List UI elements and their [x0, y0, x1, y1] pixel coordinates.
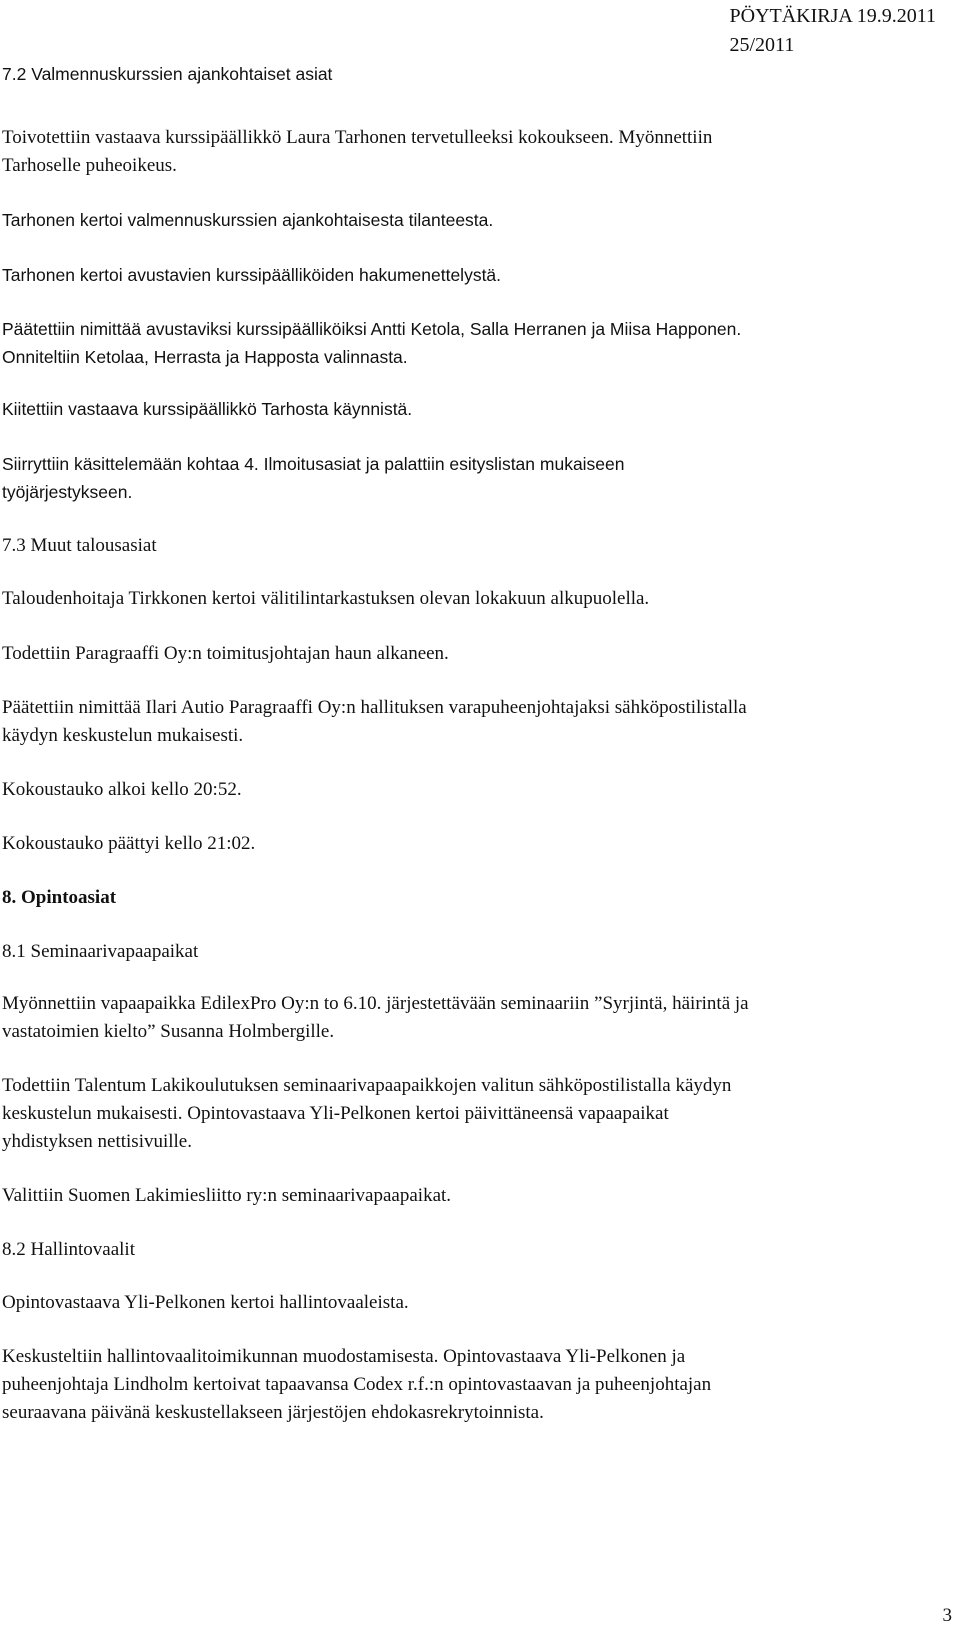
header-title: PÖYTÄKIRJA 19.9.2011 — [729, 5, 936, 27]
page-number: 3 — [942, 1605, 952, 1626]
paragraph: Taloudenhoitaja Tirkkonen kertoi välitilintarkastuksen olevan lokakuun alkupuolella. — [2, 588, 650, 609]
paragraph: Kokoustauko päättyi kello 21:02. — [2, 833, 256, 854]
paragraph: Todettiin Paragraaffi Oy:n toimitusjohtajan haun alkaneen. — [2, 643, 449, 664]
paragraph: Kokoustauko alkoi kello 20:52. — [2, 779, 242, 800]
paragraph: Tarhonen kertoi avustavien kurssipäälliköiden hakumenettelystä. — [2, 265, 502, 285]
paragraph: Opintovastaava Yli-Pelkonen kertoi hallintovaaleista. — [2, 1292, 409, 1313]
paragraph: Tarhonen kertoi valmennuskurssien ajankohtaisesta tilanteesta. — [2, 210, 494, 230]
paragraph: Myönnettiin vapaapaikka EdilexPro Oy:n to 6.10. järjestettävään seminaariin ”Syrjintä, häirintä ja vastatoimien kielto” Susanna Holmbergille. — [2, 993, 749, 1042]
paragraph: Päätettiin nimittää Ilari Autio Paragraaffi Oy:n hallituksen varapuheenjohtajaksi sähköpostilistalla käydyn keskustelun mukaisesti. — [2, 697, 747, 746]
paragraph: Kiitettiin vastaava kurssipäällikkö Tarhosta käynnistä. — [2, 399, 413, 419]
paragraph: Valittiin Suomen Lakimiesliitto ry:n seminaarivapaapaikat. — [2, 1185, 452, 1206]
document-header — [730, 2, 937, 60]
paragraph: Siirryttiin käsittelemään kohtaa 4. Ilmoitusasiat ja palattiin esityslistan mukaiseen työjärjestykseen. — [2, 454, 625, 502]
paragraph: Keskusteltiin hallintovaalitoimikunnan muodostamisesta. Opintovastaava Yli-Pelkonen ja puheenjohtaja Lindholm kertoivat tapaavansa Codex r.f.:n opintovastaavan ja puheenjohtajan seuraavana päivänä keskustellakseen järjestöjen ehdokasrekrytoinnista. — [2, 1346, 712, 1423]
paragraph: 8.2 Hallintovaalit — [2, 1239, 135, 1260]
paragraph: Päätettiin nimittää avustaviksi kurssipäälliköiksi Antti Ketola, Salla Herranen ja Miisa Happonen. Onniteltiin Ketolaa, Herrasta ja Happosta valinnasta. — [2, 319, 742, 367]
paragraph: 8. Opintoasiat — [2, 887, 117, 908]
paragraph: 7.2 Valmennuskurssien ajankohtaiset asiat — [2, 64, 333, 84]
paragraph: 7.3 Muut talousasiat — [2, 535, 157, 556]
paragraph: 8.1 Seminaarivapaapaikat — [2, 941, 199, 962]
header-number: 25/2011 — [729, 34, 795, 56]
paragraph: Toivotettiin vastaava kurssipäällikkö Laura Tarhonen tervetulleeksi kokoukseen. Myönnettiin Tarhoselle puheoikeus. — [2, 127, 713, 176]
paragraph: Todettiin Talentum Lakikoulutuksen seminaarivapaapaikkojen valitun sähköpostilistalla käydyn keskustelun mukaisesti. Opintovastaava Yli-Pelkonen kertoi päivittäneensä vapaapaikat yhdistyksen nettisivuille. — [2, 1075, 732, 1152]
